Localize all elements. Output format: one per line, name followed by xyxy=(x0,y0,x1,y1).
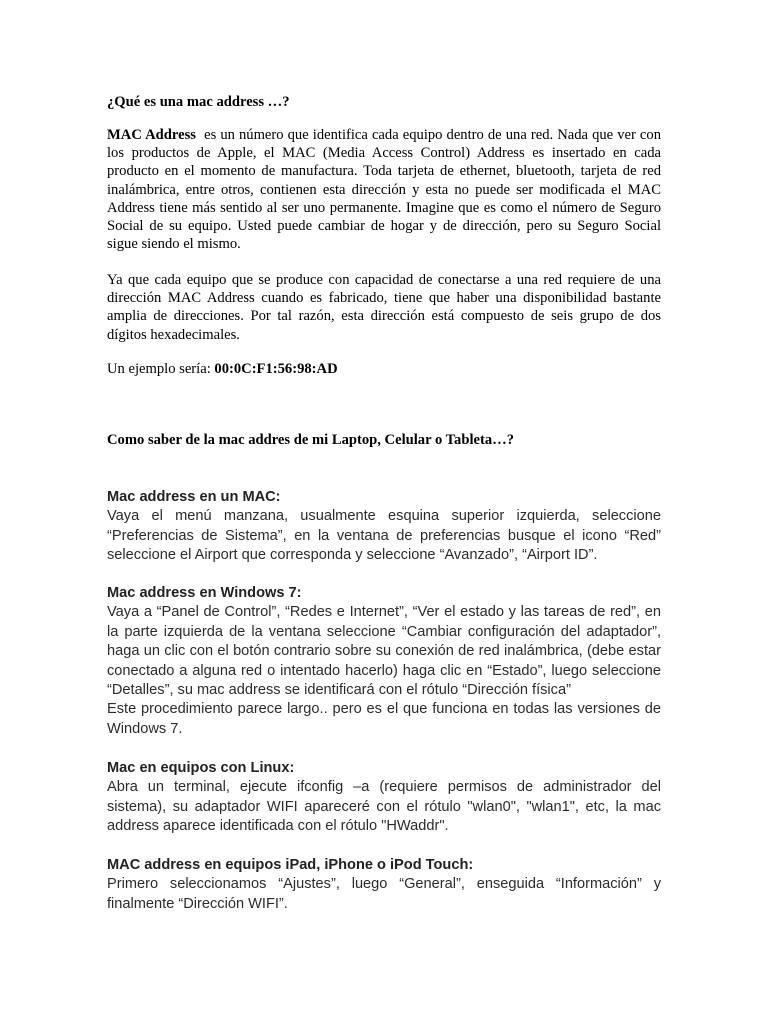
example-line xyxy=(107,360,661,378)
section-mac-heading: Mac address en un MAC: xyxy=(107,489,281,505)
section-ios-text: Primero seleccionamos “Ajustes”, luego “General”, enseguida “Información” y finalmente “Dirección WIFI”. xyxy=(107,876,661,912)
section-windows xyxy=(107,584,661,739)
section-linux-text: Abra un terminal, ejecute ifconfig –a (requiere permisos de administrador del sistema), su adaptador WIFI apareceré con el rótulo "wlan0", "wlan1", etc, la mac address aparece identificada con el rótulo "HWaddr". xyxy=(107,779,661,835)
section-ios xyxy=(107,856,661,914)
section-mac xyxy=(107,488,661,566)
example-mac-value: 00:0C:F1:56:98:AD xyxy=(214,361,338,377)
intro-question: ¿Qué es una mac address …? xyxy=(107,94,290,110)
example-label: Un ejemplo sería: xyxy=(107,361,211,377)
mac-definition-paragraph xyxy=(107,126,661,253)
mac-address-term: MAC Address xyxy=(107,127,196,143)
address-availability-paragraph: Ya que cada equipo que se produce con capacidad de conectarse a una red requiere de una dirección MAC Address cuando es fabricado, tiene que haber una disponibilidad bastante amplia de direcciones. Por tal razón, esta dirección está compuesto de seis grupo de dos dígitos hexadecimales. xyxy=(107,272,661,343)
mac-definition-text: es un número que identifica cada equipo dentro de una red. Nada que ver con los productos de Apple, el MAC (Media Access Control) Address es insertado en cada producto en el momento de manufactura. Toda tarjeta de ethernet, bluetooth, tarjeta de red inalámbrica, entre otros, contienen esta dirección y esta no puede ser modificada el MAC Address tiene más sentido al ser uno permanente. Imagine que es como el número de Seguro Social de su equipo. Usted puede cambiar de hogar y de dirección, pero su Seguro Social sigue siendo el mismo. xyxy=(107,127,661,253)
section-ios-heading: MAC address en equipos iPad, iPhone o iPod Touch: xyxy=(107,857,474,873)
section-windows-text: Vaya a “Panel de Control”, “Redes e Internet”, “Ver el estado y las tareas de red”, en la parte izquierda de la ventana seleccione “Cambiar configuración del adaptador”, haga un clic con el botón contrario sobre su conexión de red inalámbrica, (debe estar conectado a alguna red o intentado hacerlo) haga clic en “Estado”, luego seleccione “Detalles”, su mac address se identificará con el rótulo “Dirección física” xyxy=(107,604,661,699)
section-mac-text: Vaya el menú manzana, usualmente esquina superior izquierda, seleccione “Preferencias de Sistema”, en la ventana de preferencias busque el icono “Red” seleccione el Airport que corresponda y seleccione “Avanzado”, “Airport ID”. xyxy=(107,508,661,564)
section-linux xyxy=(107,759,661,837)
howto-question: Como saber de la mac addres de mi Laptop, Celular o Tableta…? xyxy=(107,432,515,448)
section-windows-heading: Mac address en Windows 7: xyxy=(107,585,302,601)
section-windows-note: Este procedimiento parece largo.. pero es el que funciona en todas las versiones de Windows 7. xyxy=(107,701,661,737)
section-linux-heading: Mac en equipos con Linux: xyxy=(107,760,295,776)
